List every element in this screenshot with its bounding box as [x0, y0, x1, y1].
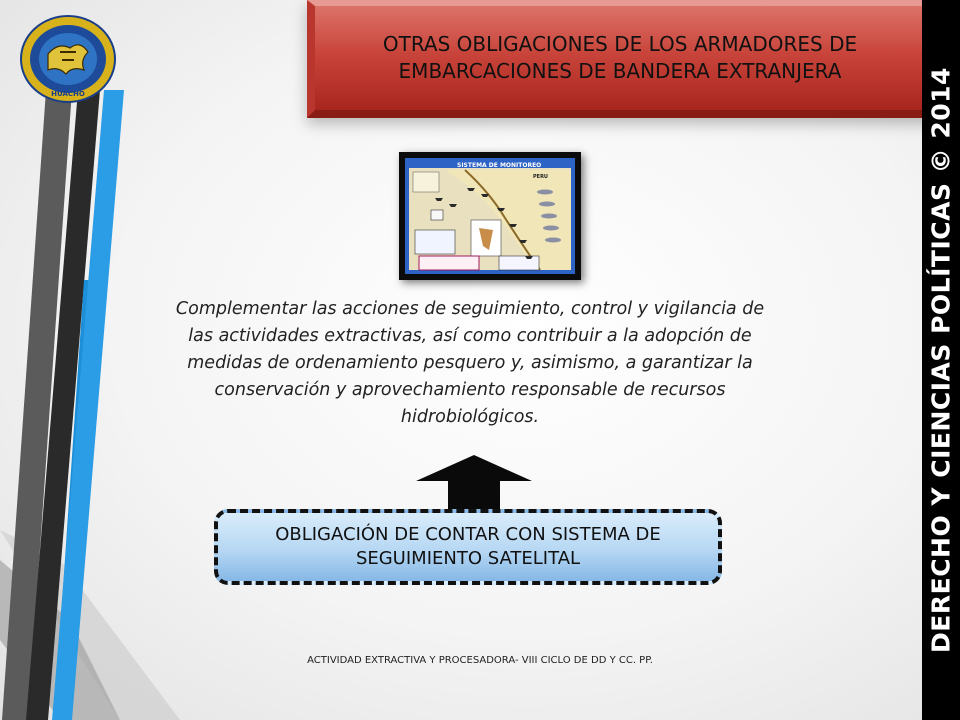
map-country-label: PERU — [533, 174, 548, 180]
slide-title: OTRAS OBLIGACIONES DE LOS ARMADORES DE EMBARCACIONES DE BANDERA EXTRANJERA — [382, 32, 858, 83]
university-seal-icon — [18, 14, 118, 104]
obligation-box — [214, 509, 722, 585]
map-title: SISTEMA DE MONITOREO — [457, 162, 542, 169]
title-banner — [307, 0, 933, 118]
obligation-label: OBLIGACIÓN DE CONTAR CON SISTEMA DE SEGUIMIENTO SATELITAL — [275, 524, 661, 569]
side-label: DERECHO Y CIENCIAS POLÍTICAS © 2014 — [926, 67, 956, 653]
svg-text:HUACHO: HUACHO — [51, 90, 85, 98]
body-paragraph: Complementar las acciones de seguimiento, control y vigilancia de las actividades extractivas, así como contribuir a la adopción de medidas de ordenamiento pesquero y, asimismo, a garantizar la conservación y aprovechamiento responsable de recursos hidrobiológicos. — [175, 299, 765, 427]
slide-footer: ACTIVIDAD EXTRACTIVA Y PROCESADORA- VIII CICLO DE DD Y CC. PP. — [307, 655, 653, 666]
map-illustration — [405, 158, 575, 274]
monitoring-system-image — [399, 152, 581, 280]
up-arrow-icon — [416, 455, 532, 517]
